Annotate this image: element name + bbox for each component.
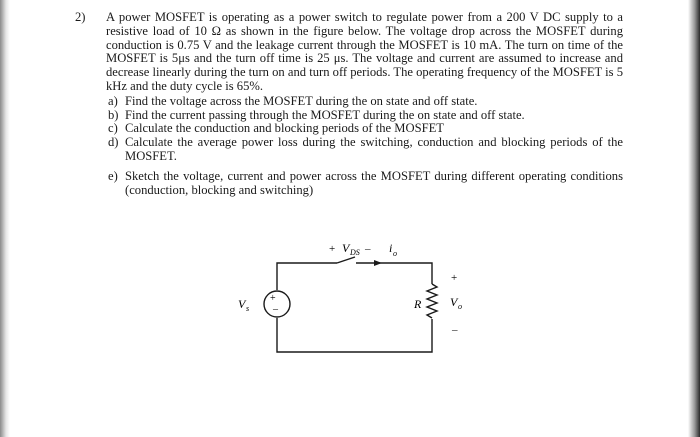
part-label: c) xyxy=(108,121,118,136)
current-label: i xyxy=(389,241,393,255)
switch-plus-sign: + xyxy=(329,243,336,255)
switch-voltage-label: V xyxy=(342,241,350,255)
part-text: Find the voltage across the MOSFET during the on state and off state. xyxy=(125,93,478,108)
part-label: d) xyxy=(108,135,119,150)
wire-top-right xyxy=(356,263,432,284)
part-label: a) xyxy=(108,93,118,108)
output-voltage-label: V xyxy=(450,295,458,309)
part-text: Find the current passing through the MOSFET during the on state and off state. xyxy=(125,107,525,122)
resistor-label: R xyxy=(414,297,422,311)
part-text: Sketch the voltage, current and power across the MOSFET during different operating conditions (conduction, blocking and switching) xyxy=(125,168,623,197)
output-minus-sign: – xyxy=(452,324,458,336)
part-label: b) xyxy=(108,107,119,122)
problem-stem: A power MOSFET is operating as a power switch to regulate power from a 200 V DC supply to a resistive load of 10 Ω as shown in the figure below. The voltage drop across the MOSFET during conduction is 0.75 V and the leakage current through the MOSFET is 10 mA. The turn on time of the MOSFET is 5μs and the turn off time is 25 μs. The voltage and current are assumed to increase and decrease linearly during the turn on and turn off periods. The operating frequency of the MOSFET is 5 kHz and the duty cycle is 65%. xyxy=(106,10,623,93)
part-label: e) xyxy=(108,168,118,183)
source-minus-sign: – xyxy=(273,304,278,315)
resistor-icon xyxy=(427,284,437,318)
output-voltage-subscript: o xyxy=(458,302,462,311)
current-subscript: o xyxy=(393,249,397,258)
output-plus-sign: + xyxy=(451,272,458,284)
wire-bottom xyxy=(277,318,432,352)
problem-number: 2) xyxy=(75,10,86,24)
source-voltage-subscript: s xyxy=(246,304,250,313)
switch-voltage-subscript: DS xyxy=(350,248,360,257)
switch-minus-sign: – xyxy=(365,243,371,255)
part-text: Calculate the conduction and blocking periods of the MOSFET xyxy=(125,121,444,136)
part-text: Calculate the average power loss during the switching, conduction and blocking periods of the MOSFET. xyxy=(125,135,623,163)
switch-icon xyxy=(337,257,355,263)
current-arrow-icon xyxy=(374,260,382,266)
source-voltage-label: V xyxy=(238,297,246,311)
source-plus-sign: + xyxy=(270,293,276,304)
wire-top-left xyxy=(277,263,337,290)
